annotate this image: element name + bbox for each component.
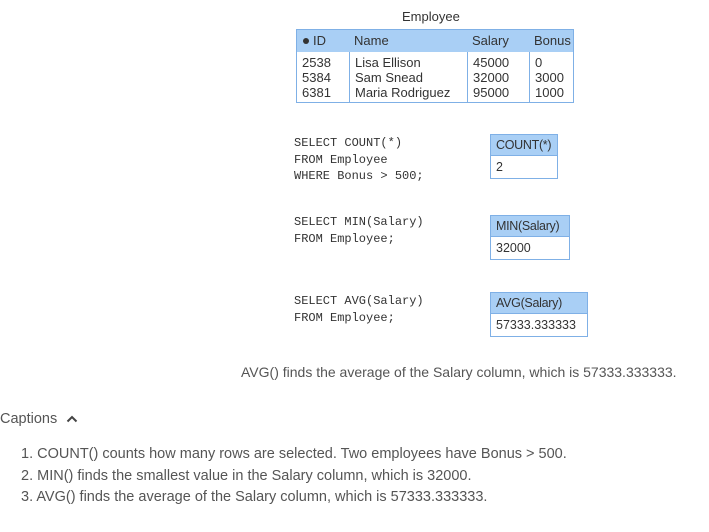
result-value-avg: 57333.333333 bbox=[491, 313, 587, 336]
column-header-name: Name bbox=[354, 33, 389, 48]
column-header-salary: Salary bbox=[472, 33, 509, 48]
result-table-avg bbox=[490, 292, 588, 337]
caption-item: 2. MIN() finds the smallest value in the Salary column, which is 32000. bbox=[21, 467, 472, 484]
captions-toggle-button[interactable] bbox=[0, 411, 78, 427]
column-id bbox=[297, 52, 349, 102]
captions-toggle-label: Captions bbox=[0, 411, 58, 427]
table-cell: Lisa Ellison bbox=[355, 55, 421, 70]
table-cell: 0 bbox=[535, 55, 543, 70]
column-header-id: ID bbox=[297, 30, 349, 52]
column-header-bonus: Bonus bbox=[534, 33, 571, 48]
result-value-count: 2 bbox=[491, 155, 557, 178]
table-cell: Sam Snead bbox=[355, 70, 423, 85]
result-table-count bbox=[490, 134, 558, 179]
table-cell: 6381 bbox=[302, 85, 331, 100]
primary-key-icon bbox=[303, 38, 309, 44]
table-cell: 2538 bbox=[302, 55, 331, 70]
table-cell: 95000 bbox=[473, 85, 510, 100]
chevron-up-icon bbox=[66, 415, 78, 423]
sql-query-avg: SELECT AVG(Salary) FROM Employee; bbox=[294, 294, 424, 325]
employee-table-title: Employee bbox=[402, 9, 460, 24]
column-name bbox=[349, 52, 467, 102]
result-header-min: MIN(Salary) bbox=[491, 216, 569, 236]
caption-list bbox=[21, 444, 567, 509]
result-table-min bbox=[490, 215, 570, 260]
employee-table-header bbox=[297, 30, 573, 52]
table-cell: 3000 bbox=[535, 70, 564, 85]
sql-query-min: SELECT MIN(Salary) FROM Employee; bbox=[294, 215, 424, 246]
table-cell: 32000 bbox=[473, 70, 510, 85]
column-bonus bbox=[529, 52, 573, 102]
table-cell: 1000 bbox=[535, 85, 564, 100]
caption-item: 3. AVG() finds the average of the Salary column, which is 57333.333333. bbox=[21, 489, 488, 505]
employee-table-body bbox=[297, 52, 573, 102]
result-header-count: COUNT(*) bbox=[491, 135, 557, 155]
employee-table bbox=[296, 29, 574, 103]
result-header-avg: AVG(Salary) bbox=[491, 293, 587, 313]
animation-step-caption: AVG() finds the average of the Salary column, which is 57333.333333. bbox=[241, 364, 677, 380]
result-value-min: 32000 bbox=[491, 236, 569, 259]
caption-item: 1. COUNT() counts how many rows are selected. Two employees have Bonus > 500. bbox=[21, 446, 567, 462]
table-cell: Maria Rodriguez bbox=[355, 85, 451, 100]
sql-query-count: SELECT COUNT(*) FROM Employee WHERE Bonus > 500; bbox=[294, 136, 424, 183]
table-cell: 5384 bbox=[302, 70, 331, 85]
table-cell: 45000 bbox=[473, 55, 510, 70]
column-salary bbox=[467, 52, 529, 102]
